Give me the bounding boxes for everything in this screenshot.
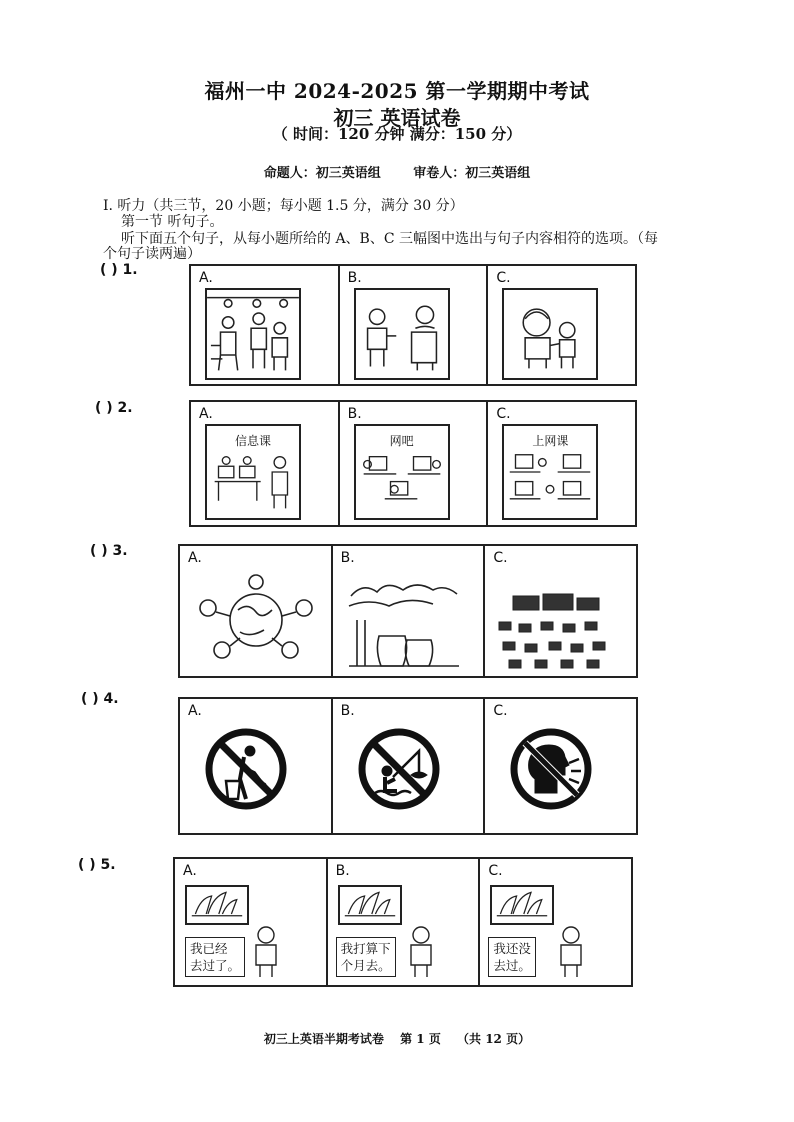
option-a[interactable] <box>180 699 333 833</box>
setter: 命题人：初三英语组 <box>263 166 381 181</box>
factory-pollution-image <box>339 566 479 674</box>
bus-passengers-image <box>205 288 301 380</box>
speech-bubble: 我还没 去过。 <box>488 937 536 977</box>
instruction-line-2: 个句子读两遍） <box>103 246 201 262</box>
option-label: C. <box>496 270 511 286</box>
page-total: （共 12 页） <box>457 1032 531 1046</box>
no-fishing-sign <box>357 727 441 811</box>
traffic-jam-image <box>491 566 631 674</box>
option-label: A. <box>188 703 202 719</box>
question-1-options <box>189 264 637 386</box>
option-b[interactable] <box>328 859 481 985</box>
option-a[interactable] <box>191 266 340 384</box>
question-number: ( ) 4. <box>81 691 119 707</box>
speech-bubble: 我已经 去过了。 <box>185 937 245 977</box>
option-a[interactable] <box>191 402 340 525</box>
option-c[interactable] <box>485 546 636 676</box>
help-elder-image <box>502 288 598 380</box>
offer-seat-image <box>354 288 450 380</box>
question-2-options <box>189 400 637 527</box>
question-3-options <box>178 544 638 678</box>
option-b[interactable] <box>333 699 486 833</box>
option-label: C. <box>496 406 511 422</box>
option-a[interactable] <box>175 859 328 985</box>
option-label: A. <box>199 406 213 422</box>
option-c[interactable] <box>480 859 631 985</box>
footer-title: 初三上英语半期考试卷 <box>263 1032 384 1046</box>
sydney-opera-house-image <box>490 885 554 925</box>
option-label: A. <box>183 863 197 879</box>
option-label: B. <box>347 406 362 422</box>
girl-figure <box>251 923 281 981</box>
sydney-opera-house-image <box>338 885 402 925</box>
option-label: C. <box>488 863 503 879</box>
option-b[interactable] <box>340 266 489 384</box>
time-score-line: （ 时间：120 分钟 满分：150 分） <box>272 125 522 143</box>
image-caption: 信息课 <box>234 434 271 448</box>
girl-figure <box>556 923 586 981</box>
online-class-image <box>502 424 598 520</box>
option-label: B. <box>347 270 362 286</box>
section-heading: I. 听力（共三节，20 小题；每小题 1.5 分，满分 30 分） <box>103 198 464 214</box>
option-c[interactable] <box>485 699 636 833</box>
question-5-options <box>173 857 633 987</box>
image-caption: 网吧 <box>389 434 414 448</box>
girl-figure <box>406 923 436 981</box>
reviewer: 审卷人：初三英语组 <box>413 166 531 181</box>
option-c[interactable] <box>488 266 635 384</box>
exam-title: 福州一中 2024-2025 第一学期期中考试 <box>204 79 590 103</box>
option-c[interactable] <box>488 402 635 525</box>
page-number: 第 1 页 <box>400 1032 441 1046</box>
sydney-opera-house-image <box>185 885 249 925</box>
option-label: A. <box>188 550 202 566</box>
info-class-image <box>205 424 301 520</box>
no-loud-talking-sign <box>509 727 593 811</box>
setter-line <box>0 162 794 181</box>
image-caption: 上网课 <box>532 434 569 448</box>
no-littering-sign <box>204 727 288 811</box>
option-label: A. <box>199 270 213 286</box>
option-label: C. <box>493 550 508 566</box>
children-around-earth-image <box>186 566 326 674</box>
option-b[interactable] <box>340 402 489 525</box>
option-a[interactable] <box>180 546 333 676</box>
option-b[interactable] <box>333 546 486 676</box>
option-label: B. <box>340 703 355 719</box>
page-footer <box>0 1030 794 1047</box>
option-label: B. <box>335 863 350 879</box>
question-number: ( ) 3. <box>90 543 128 559</box>
question-4-options <box>178 697 638 835</box>
option-label: B. <box>340 550 355 566</box>
question-number: ( ) 2. <box>95 400 133 416</box>
question-number: ( ) 1. <box>100 262 138 278</box>
speech-bubble: 我打算下 个月去。 <box>336 937 396 977</box>
question-number: ( ) 5. <box>78 857 116 873</box>
internet-cafe-image <box>354 424 450 520</box>
option-label: C. <box>493 703 508 719</box>
instruction-line-1: 听下面五个句子，从每小题所给的 A、B、C 三幅图中选出与句子内容相符的选项。（每 <box>121 231 659 247</box>
part-heading: 第一节 听句子。 <box>121 214 224 230</box>
exam-subtitle: 初三 英语试卷 <box>333 106 461 130</box>
